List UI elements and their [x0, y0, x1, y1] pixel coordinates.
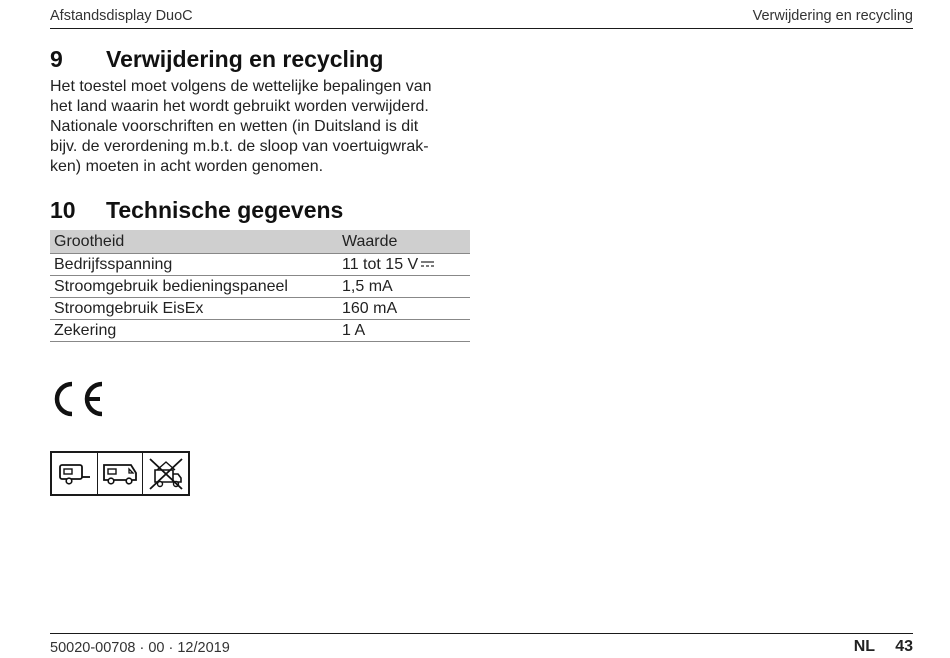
document-number: 50020-00708 · 00 · 12/2019	[50, 640, 230, 656]
motorhome-icon	[101, 461, 139, 487]
page-info	[838, 638, 913, 656]
section-title: Verwijdering en recycling	[106, 46, 384, 72]
disposal-paragraph	[50, 77, 460, 177]
column-header-value: Waarde	[338, 230, 470, 254]
section-technical-data	[50, 197, 470, 224]
cell-value	[338, 254, 470, 276]
vehicle-suitability-icons	[50, 451, 190, 496]
cell-value-text: 11 tot 15 V	[342, 255, 419, 273]
section-number: 9	[50, 46, 63, 72]
cell-quantity: Bedrijfsspanning	[50, 254, 338, 276]
cell-value: 1,5 mA	[338, 276, 470, 298]
cell-quantity: Stroomgebruik bedieningspaneel	[50, 276, 338, 298]
section-disposal	[50, 46, 470, 177]
page-number: 43	[895, 638, 913, 655]
section-number: 10	[50, 197, 76, 223]
language-code: NL	[853, 638, 875, 655]
section-technical-heading	[50, 197, 470, 224]
cell-value: 160 mA	[338, 298, 470, 320]
ce-mark-icon	[50, 380, 106, 418]
header-chapter-title: Verwijdering en recycling	[752, 8, 913, 24]
table-header-row	[50, 230, 470, 254]
no-truck-icon	[147, 456, 185, 492]
page-footer	[50, 633, 913, 658]
page-header	[50, 6, 913, 29]
cell-quantity: Stroomgebruik EisEx	[50, 298, 338, 320]
technical-data-table	[50, 230, 470, 342]
paragraph-line: Het toestel moet volgens de wettelijke bepalingen van	[50, 78, 432, 95]
cell-quantity: Zekering	[50, 320, 338, 342]
section-title: Technische gegevens	[106, 197, 344, 223]
table-row	[50, 320, 470, 342]
paragraph-line: bijv. de verordening m.b.t. de sloop van voertuigwrak-	[50, 138, 429, 155]
table-row	[50, 254, 470, 276]
paragraph-line: ken) moeten in acht worden genomen.	[50, 158, 324, 175]
section-disposal-heading	[50, 46, 470, 73]
cell-value: 1 A	[338, 320, 470, 342]
caravan-icon	[56, 461, 92, 487]
dc-voltage-icon	[421, 260, 434, 268]
motorhome-cell	[98, 453, 144, 494]
paragraph-line: het land waarin het wordt gebruikt worden verwijderd.	[50, 98, 429, 115]
paragraph-line: Nationale voorschriften en wetten (in Duitsland is dit	[50, 118, 419, 135]
table-row	[50, 298, 470, 320]
table-row	[50, 276, 470, 298]
header-product-name: Afstandsdisplay DuoC	[50, 8, 193, 24]
column-header-quantity: Grootheid	[50, 230, 338, 254]
no-truck-cell	[143, 453, 188, 494]
caravan-cell	[52, 453, 98, 494]
